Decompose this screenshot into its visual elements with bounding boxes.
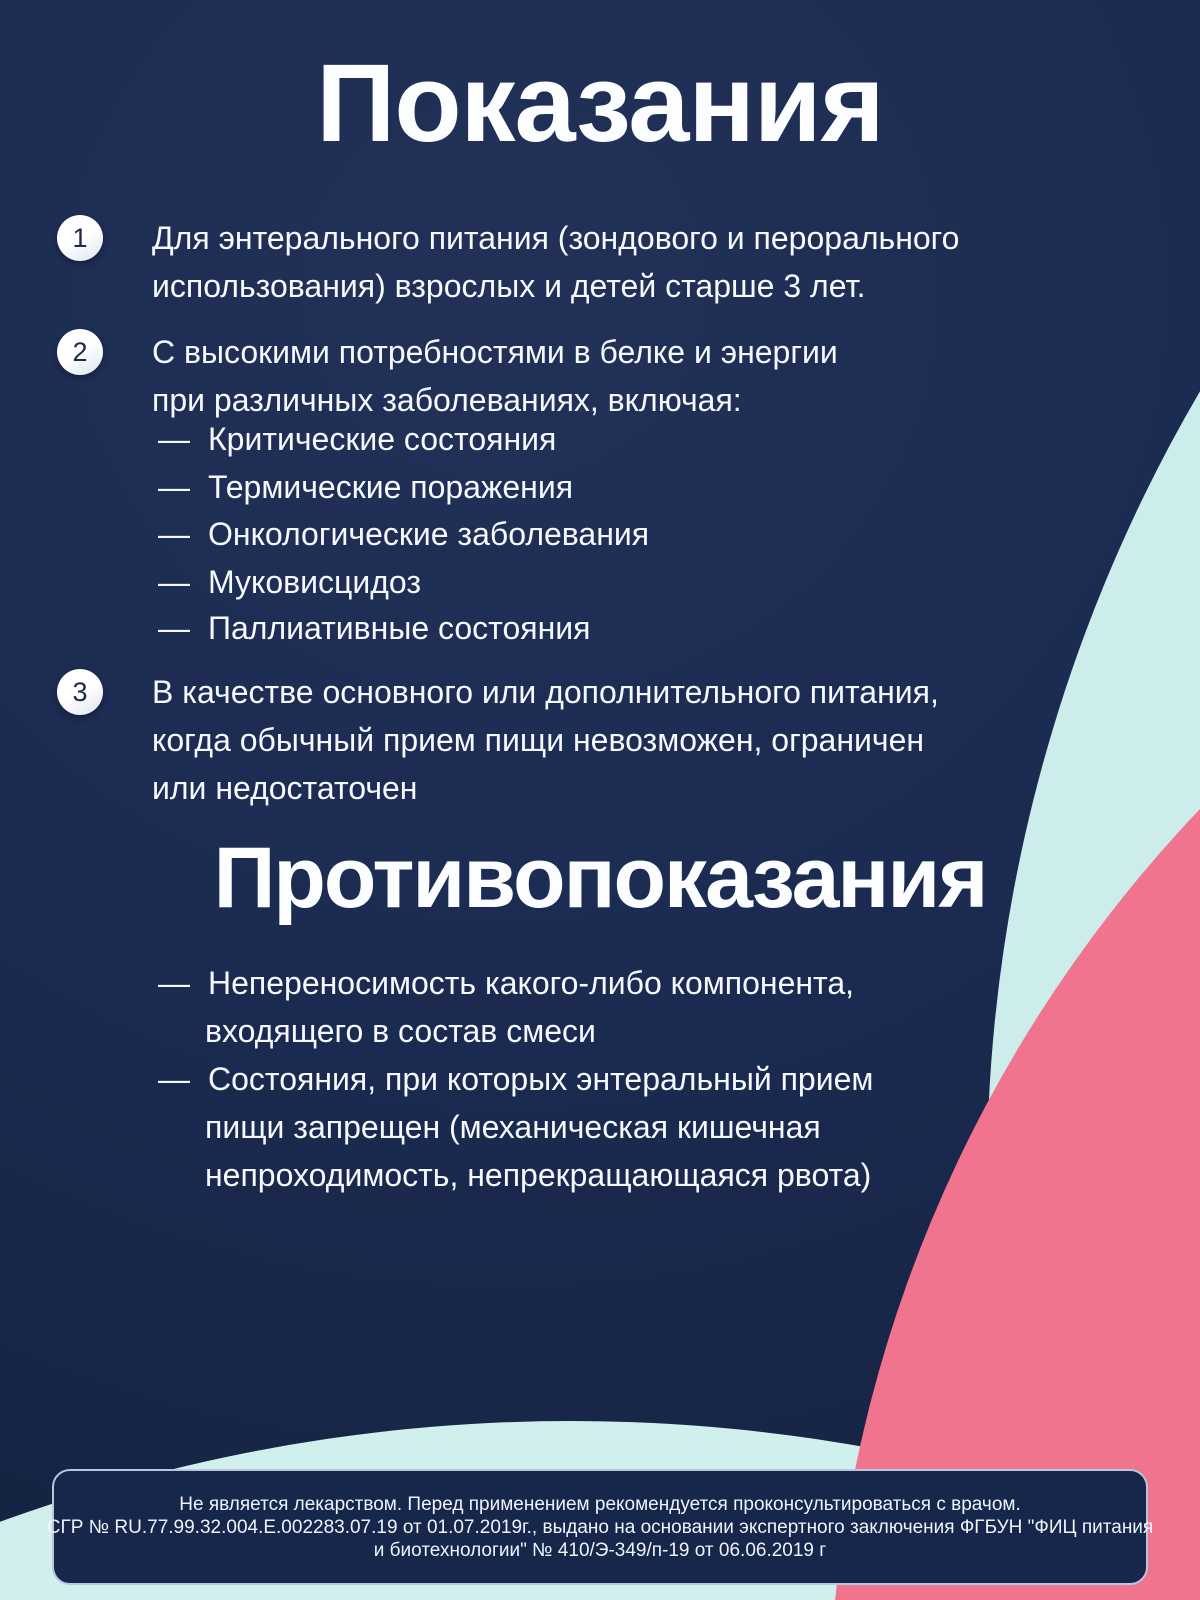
indication-item-line: при различных заболеваниях, включая:	[152, 382, 742, 418]
contraindication-bullet-continuation: пищи запрещен (механическая кишечная	[205, 1109, 821, 1145]
item-number-badge	[57, 329, 103, 375]
contraindication-bullet	[158, 959, 854, 1007]
indication-item-line: С высокими потребностями в белке и энергии	[152, 334, 838, 370]
indication-item-line: В качестве основного или дополнительного питания,	[152, 674, 939, 710]
indication-item-line: использования) взрослых и детей старше 3 лет.	[152, 268, 866, 304]
disclaimer-line: Не является лекарством. Перед применением рекомендуется проконсультироваться с врачом.	[179, 1493, 1021, 1515]
item-number-badge	[57, 669, 103, 715]
disclaimer-panel	[46, 1469, 1154, 1585]
dash-bullet: —	[158, 469, 190, 505]
indication-bullet	[158, 604, 590, 652]
dash-bullet: —	[158, 610, 190, 646]
bullet-text: Состояния, при которых энтеральный прием	[208, 1061, 874, 1097]
indication-bullet	[158, 558, 421, 606]
item-number: 2	[72, 336, 88, 367]
indication-bullet	[158, 415, 556, 463]
disclaimer-line: СГР № RU.77.99.32.004.Е.002283.07.19 от 01.07.2019г., выдано на основании экспертного заключения ФГБУН "ФИЦ питания	[46, 1516, 1154, 1538]
item-number: 1	[72, 222, 88, 253]
indication-bullet	[158, 510, 649, 558]
bullet-text: Термические поражения	[208, 469, 574, 505]
contraindication-bullet-continuation: входящего в состав смеси	[205, 1013, 596, 1049]
bullet-text: Муковисцидоз	[208, 564, 422, 600]
dash-bullet: —	[158, 965, 190, 1001]
bullet-text: Онкологические заболевания	[208, 516, 650, 552]
dash-bullet: —	[158, 564, 190, 600]
indications-title: Показания	[316, 42, 884, 165]
indication-item-line: Для энтерального питания (зондового и перорального	[152, 220, 960, 256]
bullet-text: Непереносимость какого-либо компонента,	[208, 965, 855, 1001]
indication-item-line: когда обычный прием пищи невозможен, ограничен	[152, 722, 925, 758]
bullet-text: Критические состояния	[208, 421, 557, 457]
contraindications-title: Противопоказания	[213, 830, 987, 926]
dash-bullet: —	[158, 421, 190, 457]
indication-bullet	[158, 463, 573, 511]
item-number-badge	[57, 215, 103, 261]
indication-item-line: или недостаточен	[152, 770, 418, 806]
disclaimer-line: и биотехнологии" № 410/Э-349/п-19 от 06.06.2019 г	[373, 1539, 827, 1561]
dash-bullet: —	[158, 516, 190, 552]
contraindication-bullet	[158, 1055, 873, 1103]
dash-bullet: —	[158, 1061, 190, 1097]
item-number: 3	[72, 676, 88, 707]
contraindication-bullet-continuation: непроходимость, непрекращающаяся рвота)	[205, 1157, 872, 1193]
bullet-text: Паллиативные состояния	[208, 610, 591, 646]
